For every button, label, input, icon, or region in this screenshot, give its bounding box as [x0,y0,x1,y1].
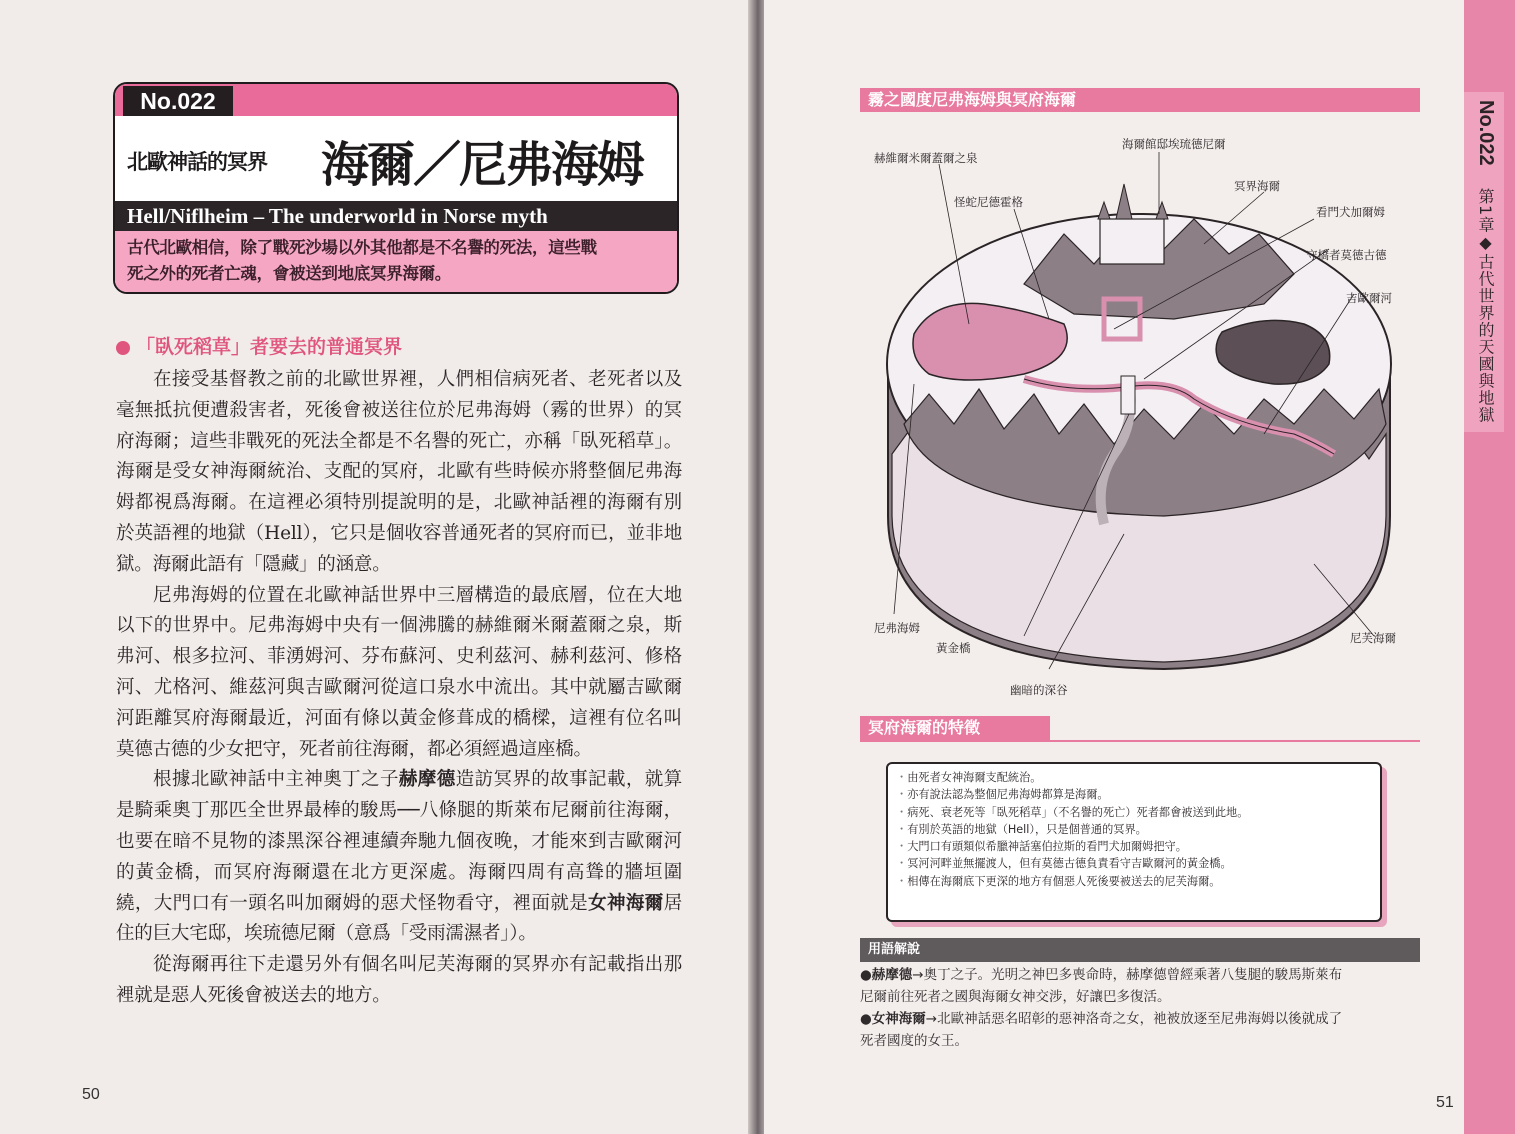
article-header [113,82,679,294]
glossary-entry-hermod [860,964,1420,986]
header-subtitle: 北歐神話的冥界 [127,150,267,174]
glossary-continuation: 死者國度的女王。 [860,1033,968,1049]
label-spring: 赫維爾米爾蓋爾之泉 [874,151,978,165]
feature-item: ・ 病死、衰老死等「臥死稻草」（不名譽的死亡）死者都會被送到此地。 [896,804,1372,821]
golden-bridge [1121,376,1135,414]
bullet-dot-icon [116,341,130,355]
term-hermod: 赫摩德 [398,769,456,791]
article-number: No.022 [123,86,233,116]
castle-tower-right [1156,202,1168,219]
body-text [116,365,682,1012]
paragraph-3 [116,765,682,950]
castle-body [1100,219,1164,264]
paragraph-3-part-3: 居住的巨大宅邸，埃琉德尼爾（意爲「受雨濡濕者」）。 [116,892,682,945]
glossary-heading: 用語解說 [860,938,1420,962]
lead-text [115,231,677,294]
features-rule [860,740,1420,742]
english-title: Hell/Niflheim – The underworld in Norse myth [115,201,677,231]
right-page [764,0,1515,1134]
label-serpent: 怪蛇尼德霍格 [954,195,1023,209]
feature-item: ・ 由死者女神海爾支配統治。 [896,769,1372,786]
lead-line-2: 死之外的死者亡魂，會被送到地底冥界海爾。 [127,264,452,283]
castle-spire [1116,184,1132,219]
glossary-def-line-1: →北歐神話惡名昭彰的惡神洛奇之女，祂被放逐至尼弗海姆以後就成了 [925,1011,1343,1027]
glossary [860,964,1420,1052]
lead-line-1: 古代北歐相信，除了戰死沙場以外其他都是不名譽的死法，這些戰 [127,238,597,257]
paragraph-1: 在接受基督教之前的北歐世界裡，人們相信病死者、老死者以及毫無抵抗便遭殺害者，死後會被送往位於尼弗海姆（霧的世界）的冥府海爾；這些非戰死的死法全都是不名譽的死亡，亦稱「臥死稻草」。海爾是受女神海爾統治、支配的冥府，北歐有些時候亦將整個尼弗海姆都視爲海爾。在這裡必須特別提說明的是，北歐神話裡的海爾有別於英語裡的地獄（Hell），它只是個收容普通死者的冥府而已，並非地獄。海爾此語有「隱藏」的涵意。 [116,369,682,575]
label-golden-bridge: 黃金橋 [936,641,971,655]
features-heading: 冥府海爾的特徵 [860,716,1050,740]
page-number-right: 51 [1436,1094,1454,1111]
label-garm: 看門犬加爾姆 [1316,205,1385,219]
feature-item: ・ 大門口有頭類似希臘神話塞伯拉斯的看門犬加爾姆把守。 [896,838,1372,855]
feature-item: ・ 亦有說法認為整個尼弗海姆都算是海爾。 [896,786,1372,803]
glossary-def-line-1: →奧丁之子。光明之神巴多喪命時，赫摩德曾經乘著八隻腿的駿馬斯萊布 [912,967,1343,983]
label-dark-valley: 幽暗的深谷 [1010,683,1068,697]
tab-chapter-title: 第1章◆古代世界的天國與地獄 [1476,188,1495,424]
paragraph-4: 從海爾再往下走還另外有個名叫尼芙海爾的冥界亦有記載指出那裡就是惡人死後會被送去的地方。 [116,954,682,1006]
feature-item: ・ 相傳在海爾底下更深的地方有個惡人死後要被送去的尼芙海爾。 [896,873,1372,890]
label-underworld-hel: 冥界海爾 [1234,179,1280,193]
glossary-entry-hel [860,1008,1420,1030]
header-title: 海爾／尼弗海姆 [321,137,644,193]
section-heading-text: 「臥死稻草」者要去的普通冥界 [136,336,403,358]
section-heading [116,332,402,359]
label-gjoll: 吉歐爾河 [1346,291,1392,305]
glossary-continuation: 尼爾前往死者之國與海爾女神交涉，好讓巴多復活。 [860,989,1171,1005]
paragraph-3-part-1: 根據北歐神話中主神奧丁之子 [153,769,399,791]
label-niflheim: 尼弗海姆 [874,621,920,635]
feature-item: ・ 有別於英語的地獄（Hell），只是個普通的冥界。 [896,821,1372,838]
paragraph-3-part-2: 造訪冥界的故事記載，就算是騎乘奧丁那匹全世界最棒的駿馬──八條腿的斯萊布尼爾前往海爾，也要在暗不見物的漆黑深谷裡連續奔馳九個夜晚，才能來到吉歐爾河的黃金橋，而冥府海爾還在北方更深處。海爾四周有高聳的牆垣圍繞，大門口有一頭名叫加爾姆的惡犬怪物看守，裡面就是 [116,769,682,914]
feature-item: ・ 冥河河畔並無擺渡人，但有莫德古德負責看守吉歐爾河的黃金橋。 [896,855,1372,872]
label-modgud: 守橋者莫德古德 [1306,248,1387,262]
chapter-tab [1464,0,1515,1134]
diagram-heading: 霧之國度尼弗海姆與冥府海爾 [860,88,1420,112]
label-hall: 海爾館邸埃琉德尼爾 [1122,137,1226,151]
castle-tower-left [1098,202,1110,219]
page-number-left: 50 [82,1086,100,1103]
niflheim-diagram [874,124,1434,714]
label-niflhel: 尼芙海爾 [1350,631,1396,645]
glossary-term: ●赫摩德 [860,967,913,983]
paragraph-2: 尼弗海姆的位置在北歐神話世界中三層構造的最底層，位在大地以下的世界中。尼弗海姆中央有一個沸騰的赫維爾米爾蓋爾之泉，斯弗河、根多拉河、菲湧姆河、芬布蘇河、史利茲河、赫利茲河、修格河、尤格河、維茲河與吉歐爾河從這口泉水中流出。其中就屬吉歐爾河距離冥府海爾最近，河面有條以黃金修葺成的橋樑，這裡有位名叫莫德古德的少女把守，死者前往海爾，都必須經過這座橋。 [116,584,682,760]
tab-article-number: No.022 [1475,100,1497,166]
features-box [886,762,1382,922]
term-goddess-hel: 女神海爾 [588,892,664,914]
glossary-term: ●女神海爾 [860,1011,926,1027]
